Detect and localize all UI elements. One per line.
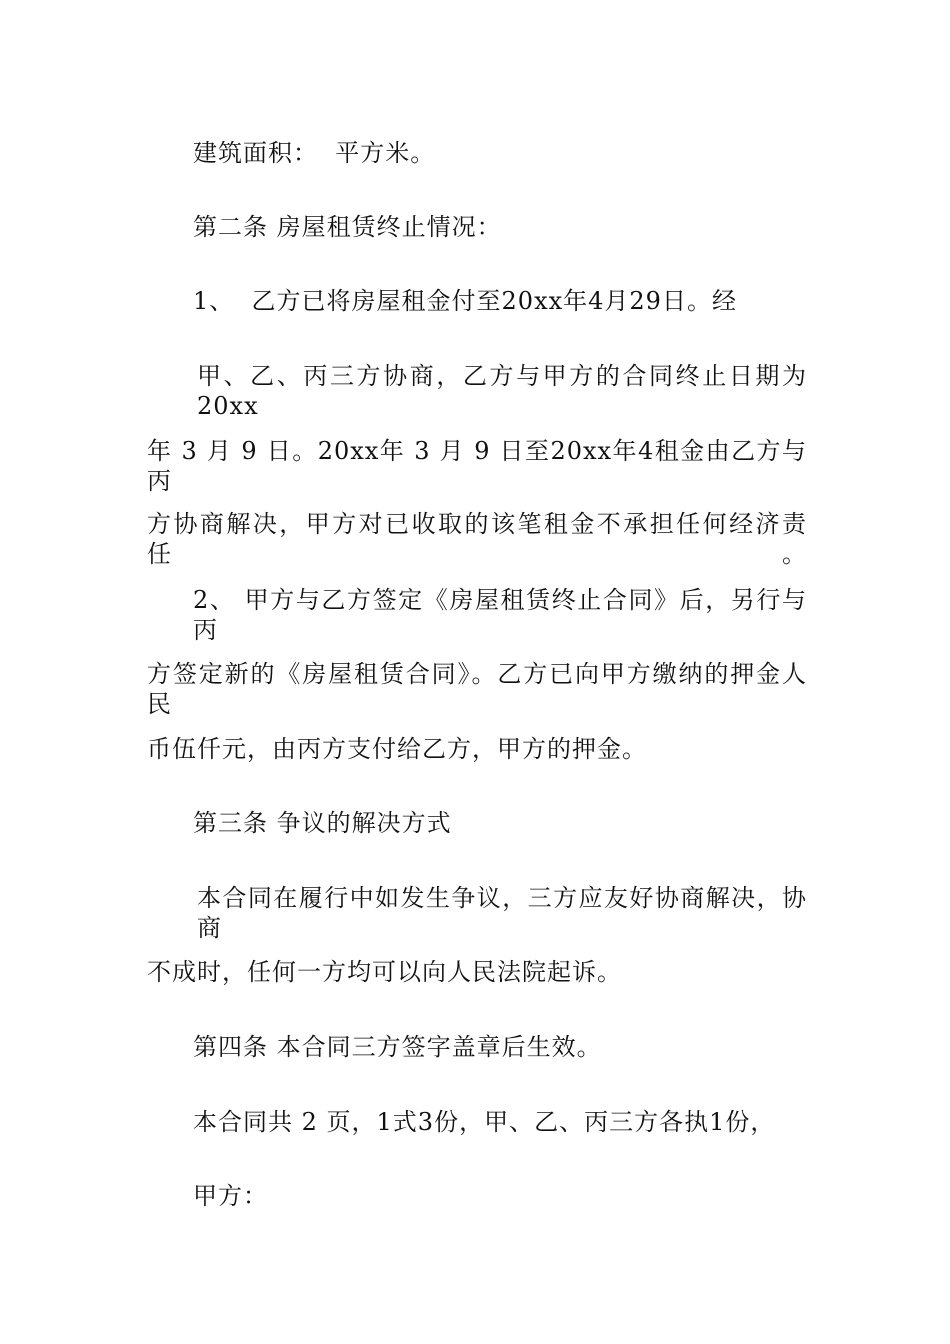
text-line-building-area: 建筑面积： 平方米。 xyxy=(193,139,436,167)
text-line-copies: 本合同共 2 页，1式3份，甲、乙、丙三方各执1份， xyxy=(193,1108,776,1136)
section-heading-article-3: 第三条 争议的解决方式 xyxy=(193,809,452,837)
text-line-item-1-cont-3: 方协商解决，甲方对已收取的该笔租金不承担任何经济责任。 xyxy=(147,510,807,568)
text-line-item-1-cont-1: 甲、乙、丙三方协商，乙方与甲方的合同终止日期为20xx xyxy=(197,362,807,420)
text-line-item-1-cont-2: 年 3 月 9 日。20xx年 3 月 9 日至20xx年4租金由乙方与丙 xyxy=(147,437,807,495)
section-heading-article-4: 第四条 本合同三方签字盖章后生效。 xyxy=(193,1033,602,1061)
signature-label-party-a: 甲方： xyxy=(193,1182,268,1210)
text-line-item-2-cont-1: 方签定新的《房屋租赁合同》。乙方已向甲方缴纳的押金人民 xyxy=(147,660,807,718)
text-line-item-1: 1、 乙方已将房屋租金付至20xx年4月29日。经 xyxy=(193,287,737,315)
text-line-dispute-cont: 不成时，任何一方均可以向人民法院起诉。 xyxy=(147,958,622,986)
text-line-dispute: 本合同在履行中如发生争议，三方应友好协商解决，协商 xyxy=(197,884,807,942)
text-line-item-2-cont-2: 币伍仟元，由丙方支付给乙方，甲方的押金。 xyxy=(147,735,647,763)
text-line-item-2: 2、 甲方与乙方签定《房屋租赁终止合同》后，另行与丙 xyxy=(193,586,807,644)
section-heading-article-2: 第二条 房屋租赁终止情况： xyxy=(193,213,502,241)
